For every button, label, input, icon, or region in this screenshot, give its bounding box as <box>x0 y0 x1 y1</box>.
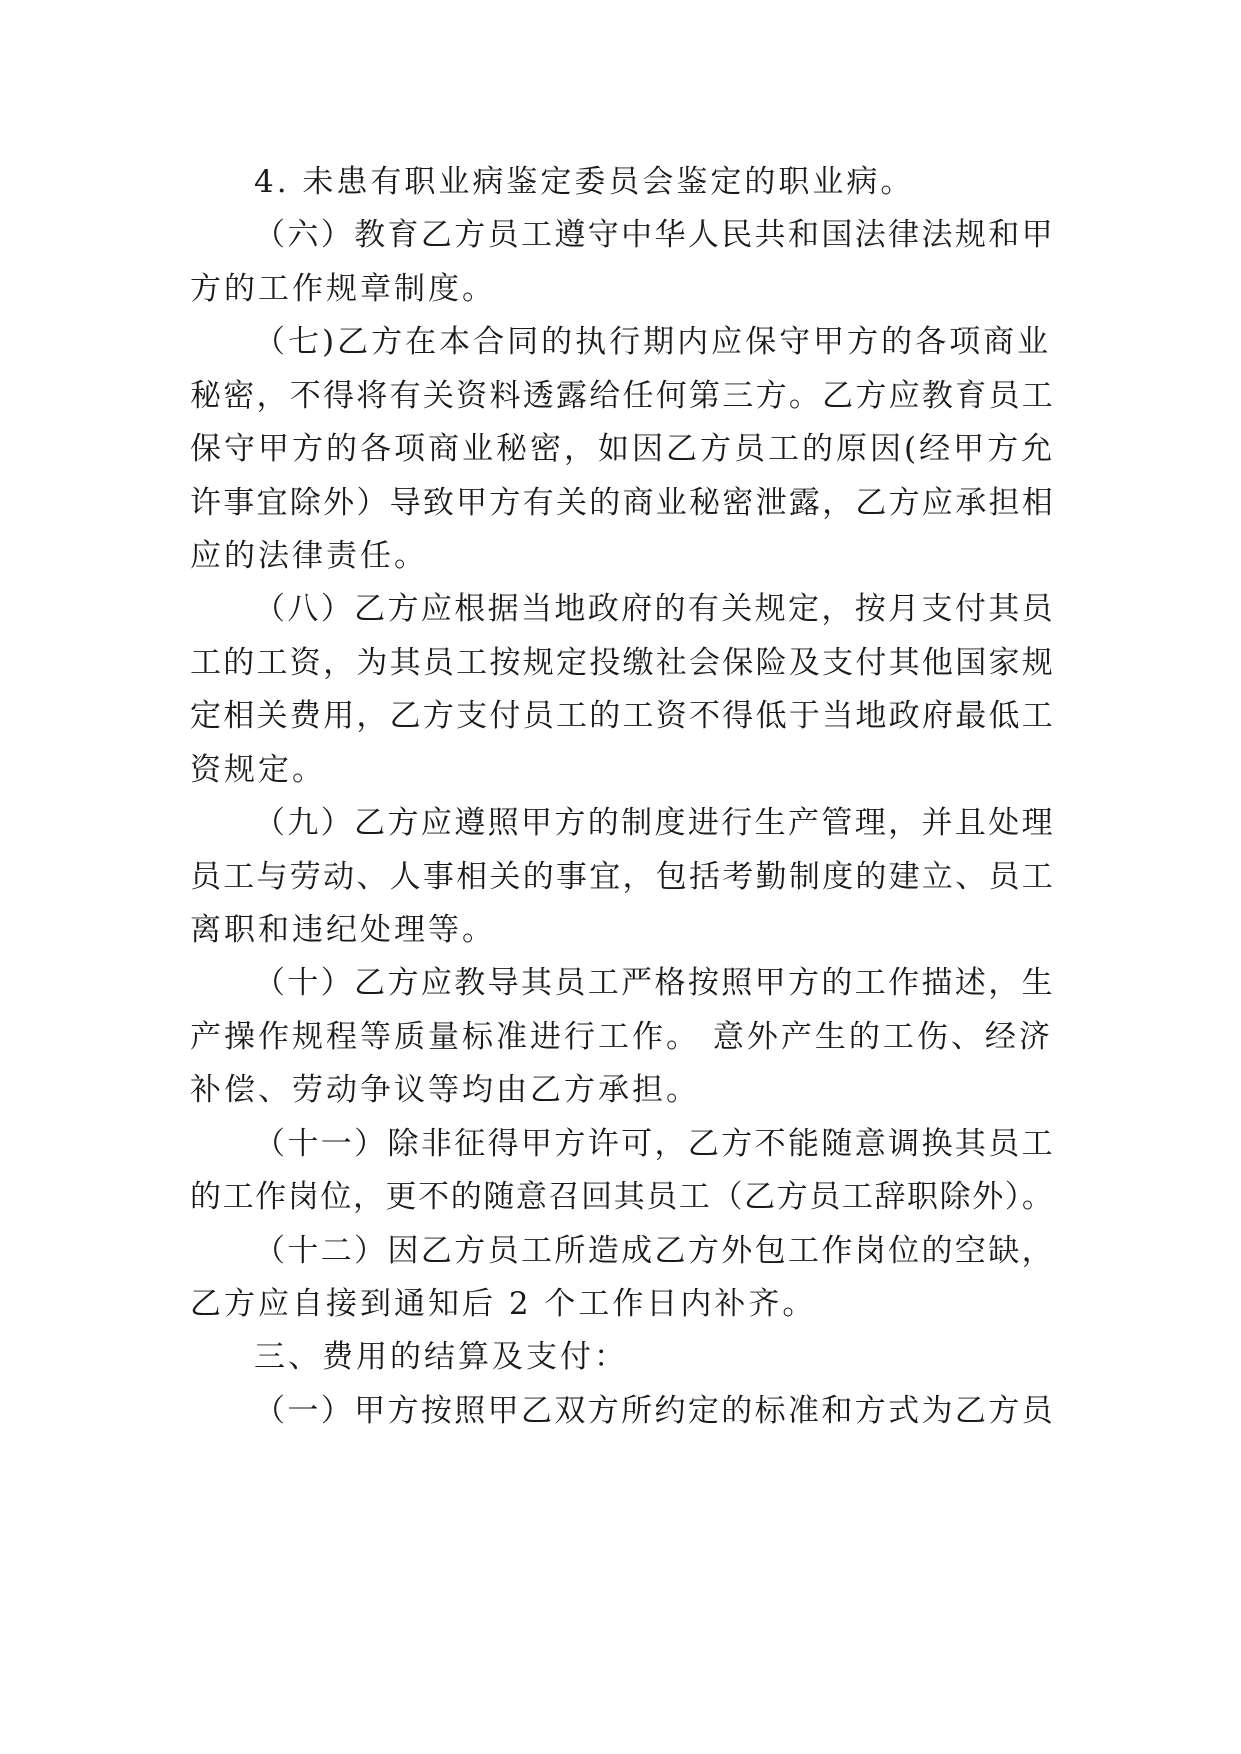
paragraph-line: 资规定。 <box>190 752 326 788</box>
paragraph-line: （八）乙方应根据当地政府的有关规定，按月支付其员 <box>254 591 1055 627</box>
paragraph-line: 应的法律责任。 <box>190 538 428 574</box>
section-heading: 三、费用的结算及支付： <box>254 1339 628 1375</box>
paragraph-line: 产操作规程等质量标准进行工作。 意外产生的工伤、经济 <box>190 1019 1053 1055</box>
paragraph-line: （十二）因乙方员工所造成乙方外包工作岗位的空缺， <box>254 1233 1055 1269</box>
paragraph-line: 秘密，不得将有关资料透露给任何第三方。乙方应教育员工 <box>190 378 1055 414</box>
paragraph-line: （九）乙方应遵照甲方的制度进行生产管理，并且处理 <box>254 805 1055 841</box>
paragraph-line: 的工作岗位，更不的随意召回其员工（乙方员工辞职除外）。 <box>190 1179 1055 1215</box>
paragraph-line: 方的工作规章制度。 <box>190 271 496 307</box>
paragraph-line: 乙方应自接到通知后 2 个工作日内补齐。 <box>190 1286 817 1322</box>
paragraph-line: 4. 未患有职业病鉴定委员会鉴定的职业病。 <box>254 164 915 200</box>
paragraph-line: 许事宜除外）导致甲方有关的商业秘密泄露，乙方应承担相 <box>190 485 1055 521</box>
paragraph-line: 员工与劳动、人事相关的事宜，包括考勤制度的建立、员工 <box>190 859 1055 895</box>
paragraph-line: 定相关费用，乙方支付员工的工资不得低于当地政府最低工 <box>190 698 1055 734</box>
paragraph-line: （一）甲方按照甲乙双方所约定的标准和方式为乙方员 <box>254 1393 1055 1429</box>
paragraph-line: 离职和违纪处理等。 <box>190 912 496 948</box>
paragraph-line: （十）乙方应教导其员工严格按照甲方的工作描述，生 <box>254 965 1055 1001</box>
paragraph-line: （六）教育乙方员工遵守中华人民共和国法律法规和甲 <box>254 217 1055 253</box>
paragraph-line: （七)乙方在本合同的执行期内应保守甲方的各项商业 <box>254 324 1052 360</box>
paragraph-line: 工的工资，为其员工按规定投缴社会保险及支付其他国家规 <box>190 645 1055 681</box>
paragraph-line: 补偿、劳动争议等均由乙方承担。 <box>190 1072 700 1108</box>
paragraph-line: （十一）除非征得甲方许可，乙方不能随意调换其员工 <box>254 1126 1055 1162</box>
paragraph-line: 保守甲方的各项商业秘密，如因乙方员工的原因(经甲方允 <box>190 431 1056 467</box>
